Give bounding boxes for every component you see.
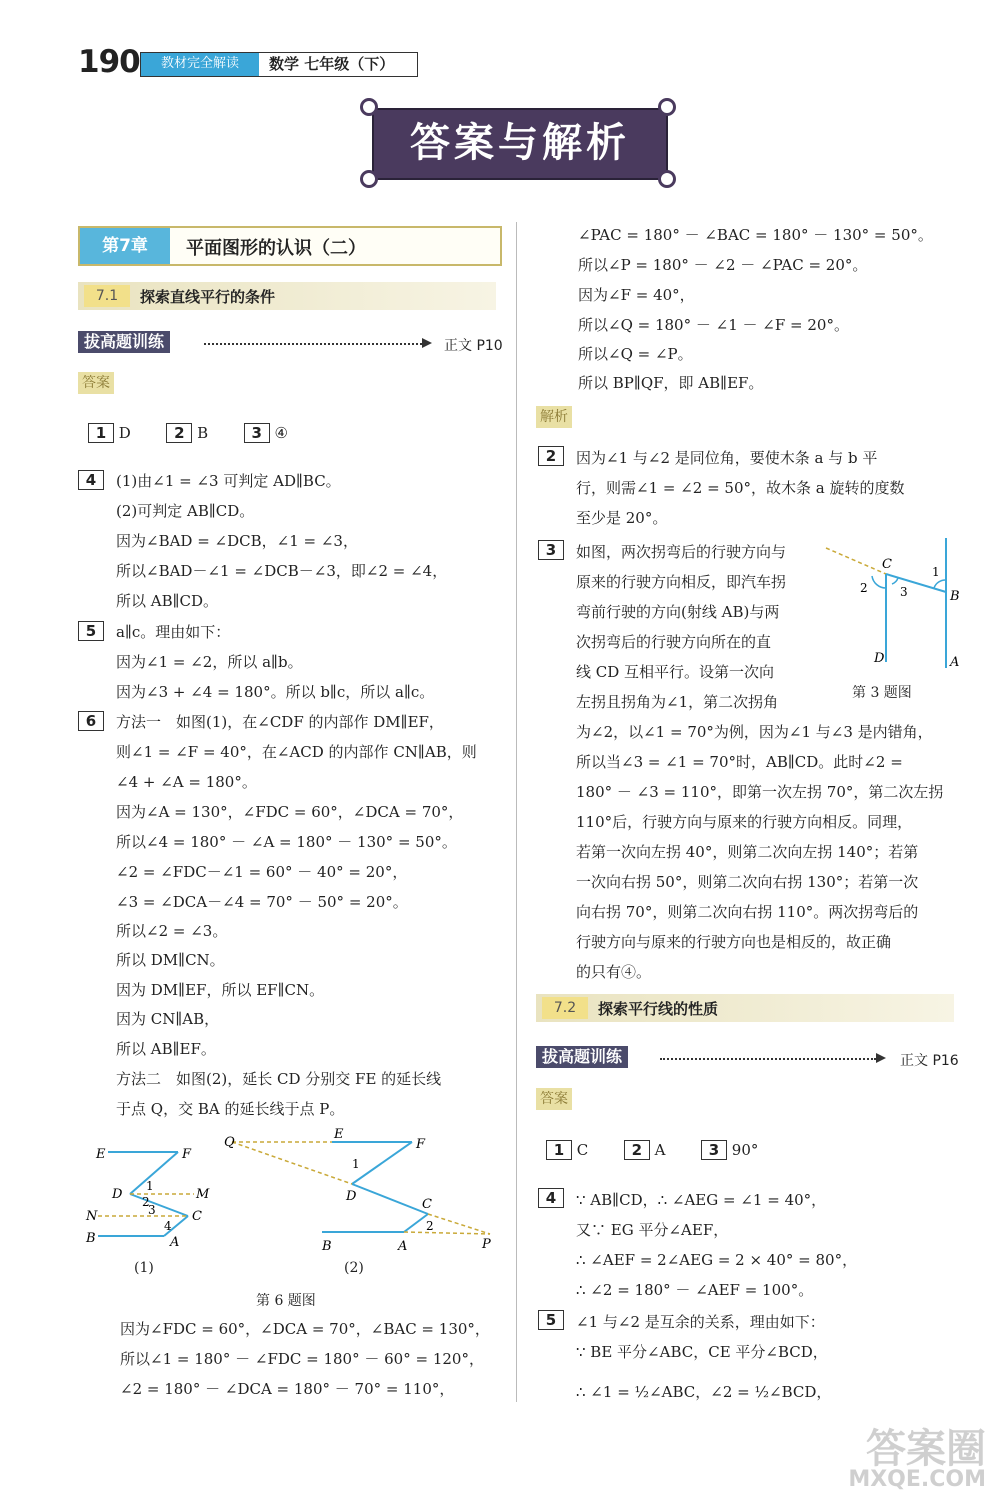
question-number: 3	[244, 423, 270, 443]
section-title: 探索平行线的性质	[598, 1000, 719, 1018]
figure-3	[820, 534, 970, 674]
point-label: C	[192, 1209, 202, 1224]
question-number: 6	[78, 711, 104, 731]
question-number: 5	[538, 1310, 564, 1330]
section-number: 7.1	[84, 285, 130, 307]
point-label: A	[950, 655, 960, 670]
text-line: 又∵ EG 平分∠AEF，	[576, 1221, 729, 1239]
mc-answer: A	[654, 1141, 666, 1159]
angle-label: 2	[142, 1195, 150, 1209]
text-line: 弯前行驶的方向(射线 AB)与两	[576, 603, 780, 621]
text-line: (1)由∠1 = ∠3 可判定 AD∥BC。	[116, 472, 341, 490]
text-line: 因为∠F = 40°，	[578, 286, 695, 304]
figure-6-1	[84, 1136, 214, 1256]
mc-answer: ④	[274, 424, 288, 442]
text-line: 方法一 如图(1)，在∠CDF 的内部作 DM∥EF，	[116, 713, 444, 731]
text-line: 因为∠1 = ∠2，所以 a∥b。	[116, 653, 303, 671]
page-reference: 正文 P10	[444, 338, 503, 354]
text-line: ∠2 = ∠FDC－∠1 = 60° － 40° = 20°，	[116, 863, 408, 881]
figure-sub-label: (1)	[134, 1260, 154, 1276]
text-line: ∴ ∠2 = 180° － ∠AEF = 100°。	[576, 1281, 814, 1299]
mc-answer: D	[118, 424, 131, 442]
point-label: M	[196, 1187, 210, 1202]
mc-answer: 90°	[731, 1141, 759, 1159]
text-line: 次拐弯后的行驶方向所在的直	[576, 633, 772, 651]
banner-ring-icon	[658, 170, 676, 188]
text-line: 所以 AB∥EF。	[116, 1040, 216, 1058]
text-line: 向右拐 70°，则第二次向右拐 110°。两次拐弯后的	[576, 903, 919, 921]
question-number: 2	[166, 423, 192, 443]
mc-answer: C	[576, 1141, 589, 1159]
question-number: 2	[538, 446, 564, 466]
banner-ring-icon	[360, 170, 378, 188]
point-label: D	[112, 1187, 123, 1202]
point-label: Q	[224, 1135, 235, 1150]
text-line: 所以∠BAD－∠1 = ∠DCB－∠3，即∠2 = ∠4，	[116, 562, 448, 580]
point-label: B	[86, 1231, 96, 1246]
angle-label: 1	[932, 565, 940, 579]
arrow-line	[660, 1058, 876, 1060]
section-title: 探索直线平行的条件	[140, 288, 276, 306]
mc-answers	[546, 1140, 758, 1160]
text-line: 如图，两次拐弯后的行驶方向与	[576, 543, 787, 561]
figure-3-svg	[820, 534, 970, 674]
question-number: 4	[538, 1188, 564, 1208]
point-label: E	[96, 1147, 106, 1162]
text-line: 方法二 如图(2)，延长 CD 分别交 FE 的延长线	[116, 1070, 442, 1088]
text-line: 若第一次向左拐 40°，则第二次向左拐 140°；若第	[576, 843, 919, 861]
text-line: 原来的行驶方向相反，即汽车拐	[576, 573, 787, 591]
text-line: 所以∠Q = ∠P。	[578, 345, 693, 363]
text-line: 为∠2，以∠1 = 70°为例，因为∠1 与∠3 是内错角，	[576, 723, 933, 741]
chapter-tag: 第7章	[80, 228, 170, 264]
book-series: 教材完全解读	[141, 53, 259, 76]
text-line: ∴ ∠1 = ½∠ABC，∠2 = ½∠BCD，	[576, 1383, 832, 1401]
question-number: 2	[624, 1140, 650, 1160]
question-number: 5	[78, 621, 104, 641]
text-line: 所以∠4 = 180° － ∠A = 180° － 130° = 50°。	[116, 833, 457, 851]
figure-6-2-svg	[222, 1128, 502, 1258]
text-line: 于点 Q，交 BA 的延长线于点 P。	[116, 1100, 345, 1118]
point-label: F	[182, 1147, 192, 1162]
point-label: A	[398, 1239, 408, 1254]
text-line: ∵ AB∥CD，∴ ∠AEG = ∠1 = 40°，	[576, 1191, 827, 1209]
angle-label: 4	[164, 1219, 172, 1233]
text-line: ∠PAC = 180° － ∠BAC = 180° － 130° = 50°。	[578, 226, 933, 244]
watermark-site: MXQE.COM	[848, 1467, 986, 1492]
text-line: 因为∠3 + ∠4 = 180°。所以 b∥c，所以 a∥c。	[116, 683, 435, 701]
angle-label: 3	[148, 1203, 156, 1217]
question-number: 1	[88, 423, 114, 443]
mc-answer: B	[197, 424, 209, 442]
point-label: F	[416, 1137, 426, 1152]
text-line: 180° － ∠3 = 110°，即第一次左拐 70°，第二次左拐	[576, 783, 944, 801]
point-label: E	[334, 1127, 344, 1142]
point-label: P	[482, 1237, 491, 1252]
text-line: 因为∠1 与∠2 是同位角，要使木条 a 与 b 平	[576, 449, 878, 467]
text-line: ∠3 = ∠DCA－∠4 = 70° － 50° = 20°。	[116, 893, 408, 911]
text-line: ∴ ∠AEF = 2∠AEG = 2 × 40° = 80°，	[576, 1251, 858, 1269]
point-label: N	[86, 1209, 98, 1224]
text-line: 则∠1 = ∠F = 40°，在∠ACD 的内部作 CN∥AB，则	[116, 743, 477, 761]
text-line: 所以 AB∥CD。	[116, 592, 219, 610]
text-line: 因为 CN∥AB，	[116, 1010, 220, 1028]
figure-caption: 第 3 题图	[852, 685, 912, 701]
text-line: ∠2 = 180° － ∠DCA = 180° － 70° = 110°，	[120, 1380, 455, 1398]
angle-label: 1	[352, 1157, 360, 1171]
figure-sub-label: (2)	[344, 1260, 364, 1276]
text-line: 行驶方向与原来的行驶方向也是相反的，故正确	[576, 933, 892, 951]
column-divider	[516, 222, 517, 1402]
angle-label: 1	[146, 1179, 154, 1193]
text-line: 因为∠BAD = ∠DCB，∠1 = ∠3，	[116, 532, 358, 550]
section-number: 7.2	[542, 997, 588, 1019]
text-line: 所以 BP∥QF，即 AB∥EF。	[578, 374, 764, 392]
text-line: 的只有④。	[576, 963, 652, 981]
book-title-box	[140, 52, 418, 77]
figure-caption: 第 6 题图	[256, 1293, 316, 1309]
angle-label: 2	[426, 1219, 434, 1233]
point-label: C	[882, 557, 892, 572]
text-line: 线 CD 互相平行。设第一次向	[576, 663, 775, 681]
angle-label: 2	[860, 581, 868, 595]
text-line: 行，则需∠1 = ∠2 = 50°，故木条 a 旋转的度数	[576, 479, 905, 497]
page-reference: 正文 P16	[900, 1053, 959, 1069]
question-number: 3	[701, 1140, 727, 1160]
text-line: 左拐且拐角为∠1，第二次拐角	[576, 693, 779, 711]
page-number: 190	[78, 44, 140, 80]
arrow-line	[204, 343, 422, 345]
figure-6-1-svg	[84, 1136, 214, 1256]
point-label: D	[346, 1189, 357, 1204]
banner-ring-icon	[360, 98, 378, 116]
text-line: 所以当∠3 = ∠1 = 70°时，AB∥CD。此时∠2 =	[576, 753, 903, 771]
question-number: 3	[538, 540, 564, 560]
arrow-icon	[422, 338, 432, 348]
answers-banner: 答案与解析	[372, 108, 668, 180]
watermark-mark: 答案圈	[866, 1426, 986, 1472]
point-label: A	[170, 1235, 180, 1250]
text-line: (2)可判定 AB∥CD。	[116, 502, 255, 520]
text-line: 因为 DM∥EF，所以 EF∥CN。	[116, 981, 325, 999]
drill-tag: 拔高题训练	[536, 1046, 628, 1068]
text-line: 所以 DM∥CN。	[116, 951, 225, 969]
analysis-tag: 解析	[536, 406, 572, 428]
text-line: 所以∠2 = ∠3。	[116, 922, 228, 940]
mc-answers	[88, 423, 288, 443]
question-number: 1	[546, 1140, 572, 1160]
text-line: ∠4 + ∠A = 180°。	[116, 773, 257, 791]
arrow-icon	[876, 1053, 886, 1063]
figure-6-2	[222, 1128, 502, 1258]
point-label: C	[422, 1197, 432, 1212]
watermark	[848, 1426, 986, 1492]
text-line: 所以∠P = 180° － ∠2 － ∠PAC = 20°。	[578, 256, 868, 274]
text-line: 一次向右拐 50°，则第二次向右拐 130°；若第一次	[576, 873, 919, 891]
point-label: B	[322, 1239, 332, 1254]
point-label: D	[874, 651, 885, 666]
text-line: 因为∠FDC = 60°，∠DCA = 70°，∠BAC = 130°，	[120, 1320, 490, 1338]
text-line: a∥c。理由如下：	[116, 623, 231, 641]
angle-label: 3	[900, 585, 908, 599]
point-label: B	[950, 589, 960, 604]
banner-ring-icon	[658, 98, 676, 116]
text-line: 至少是 20°。	[576, 509, 668, 527]
text-line: 110°后，行驶方向与原来的行驶方向相反。同理，	[576, 813, 913, 831]
answer-tag: 答案	[536, 1088, 572, 1110]
text-line: ∠1 与∠2 是互余的关系，理由如下：	[576, 1313, 825, 1331]
answer-tag: 答案	[78, 372, 114, 394]
text-line: 所以∠Q = 180° － ∠1 － ∠F = 20°。	[578, 316, 849, 334]
question-number: 4	[78, 470, 104, 490]
text-line: 所以∠1 = 180° － ∠FDC = 180° － 60° = 120°，	[120, 1350, 484, 1368]
book-subject: 数学 七年级（下）	[269, 55, 395, 73]
drill-tag: 拔高题训练	[78, 331, 170, 353]
text-line: ∵ BE 平分∠ABC，CE 平分∠BCD，	[576, 1343, 828, 1361]
text-line: 因为∠A = 130°，∠FDC = 60°，∠DCA = 70°，	[116, 803, 464, 821]
chapter-title: 平面图形的认识（二）	[186, 238, 366, 259]
